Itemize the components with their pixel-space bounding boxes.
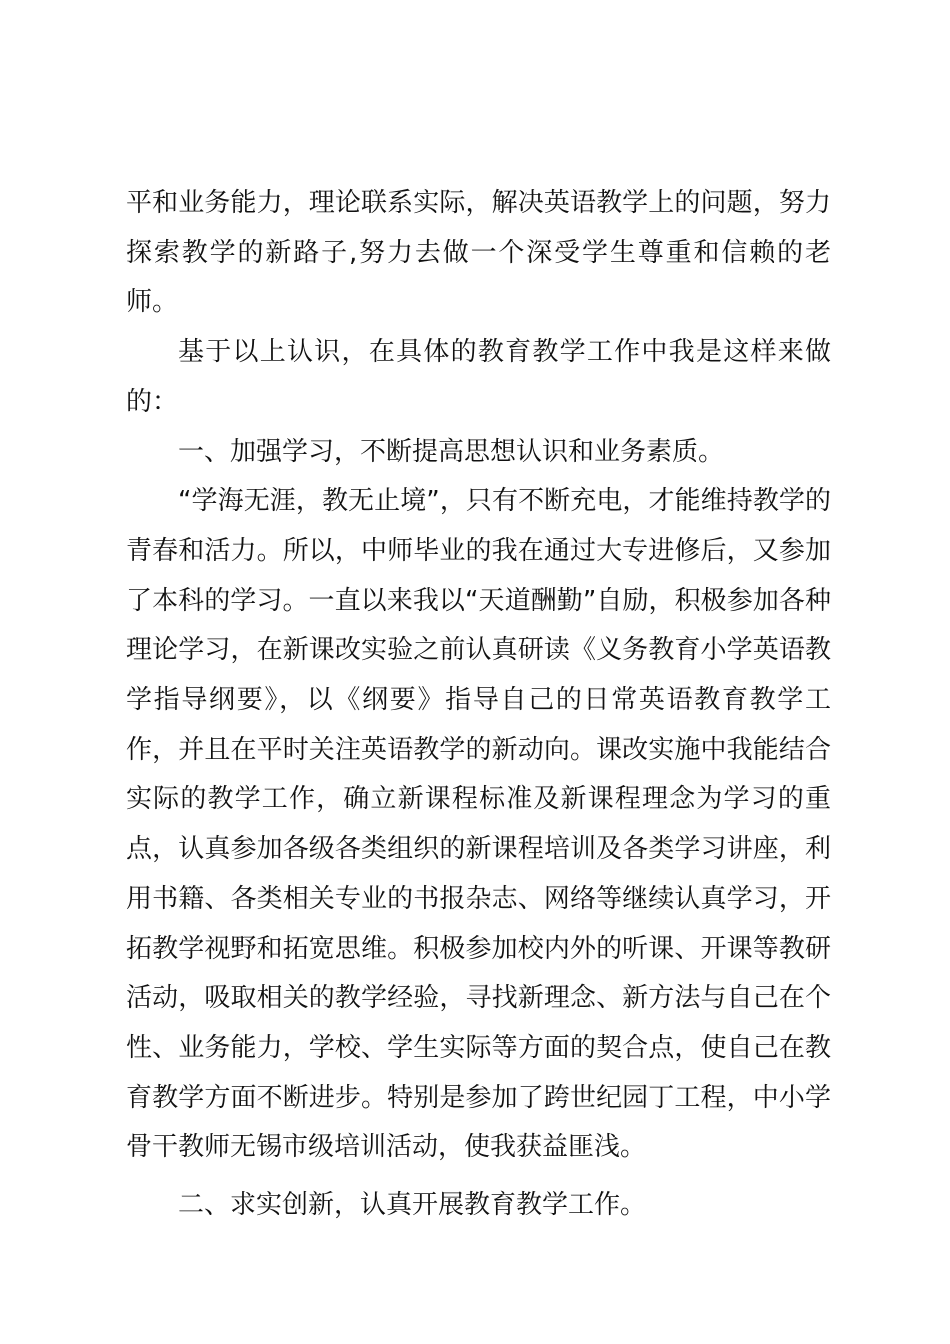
section-heading-2: 二、求实创新，认真开展教育教学工作。 <box>178 1190 647 1221</box>
section-heading-1: 一、加强学习，不断提高思想认识和业务素质。 <box>178 436 725 467</box>
paragraph-continuation: 平和业务能力，理论联系实际，解决英语教学上的问题，努力探索教学的新路子,努力去做一个深受学生尊重和信赖的老师。 <box>126 188 831 318</box>
paragraph-study: “学海无涯，教无止境”，只有不断充电，才能维持教学的青春和活力。所以，中师毕业的我在通过大专进修后，又参加了本科的学习。一直以来我以“天道酬勤”自励，积极参加各种理论学习，在新课改实验之前认真研读《义务教育小学英语教学指导纲要》，以《纲要》指导自己的日常英语教育教学工作，并且在平时关注英语教学的新动向。课改实施中我能结合实际的教学工作，确立新课程标准及新课程理念为学习的重点，认真参加各级各类组织的新课程培训及各类学习讲座，利用书籍、各类相关专业的书报杂志、网络等继续认真学习，开拓教学视野和拓宽思维。积极参加校内外的听课、开课等教研活动，吸取相关的教学经验，寻找新理念、新方法与自己在个性、业务能力，学校、学生实际等方面的契合点，使自己在教育教学方面不断进步。特别是参加了跨世纪园丁工程，中小学骨干教师无锡市级培训活动，使我获益匪浅。 <box>126 486 831 1163</box>
paragraph-intro: 基于以上认识，在具体的教育教学工作中我是这样来做的： <box>126 337 831 417</box>
document-body <box>126 179 831 1231</box>
